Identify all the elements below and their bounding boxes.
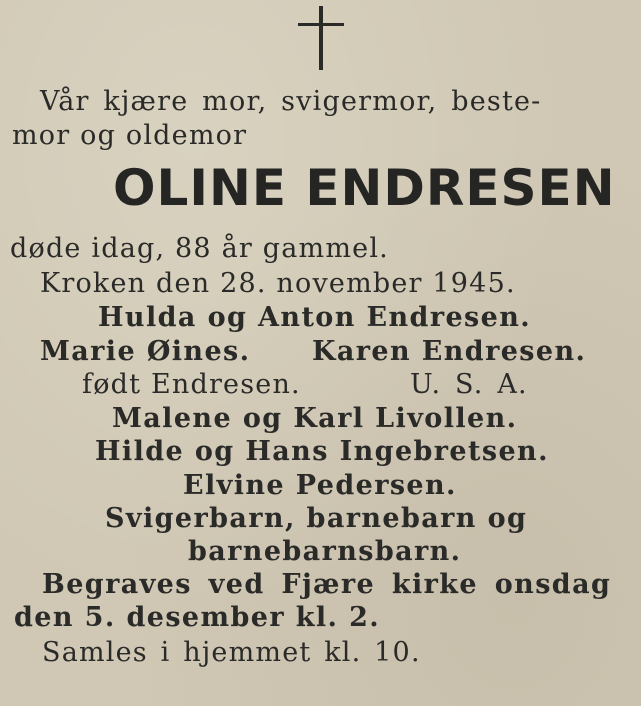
gathering-line: Samles i hjemmet kl. 10.	[42, 637, 421, 668]
mourner-line-3-right: U. S. A.	[410, 369, 528, 400]
mourner-line-2-right: Karen Endresen.	[312, 336, 587, 367]
mourner-line-4: Malene og Karl Livollen.	[112, 403, 518, 434]
intro-line-2: mor og oldemor	[12, 120, 248, 151]
intro-line-1: Vår kjære mor, svigermor, beste-	[40, 86, 542, 117]
deceased-name: OLINE ENDRESEN	[113, 159, 616, 217]
mourner-line-1: Hulda og Anton Endresen.	[98, 302, 532, 333]
mourner-line-6: Elvine Pedersen.	[183, 470, 457, 501]
place-date-line: Kroken den 28. november 1945.	[40, 268, 516, 299]
funeral-line-1: Begraves ved Fjære kirke onsdag	[42, 569, 612, 600]
mourner-line-5: Hilde og Hans Ingebretsen.	[95, 436, 549, 467]
funeral-line-2: den 5. desember kl. 2.	[14, 602, 381, 633]
mourner-line-2-left: Marie Øines.	[40, 336, 251, 367]
cross-icon	[298, 6, 344, 70]
mourner-line-3-left: født Endresen.	[82, 369, 301, 400]
mourner-line-8: barnebarnsbarn.	[188, 536, 462, 567]
mourner-line-7: Svigerbarn, barnebarn og	[105, 503, 528, 534]
died-line: døde idag, 88 år gammel.	[10, 233, 389, 264]
